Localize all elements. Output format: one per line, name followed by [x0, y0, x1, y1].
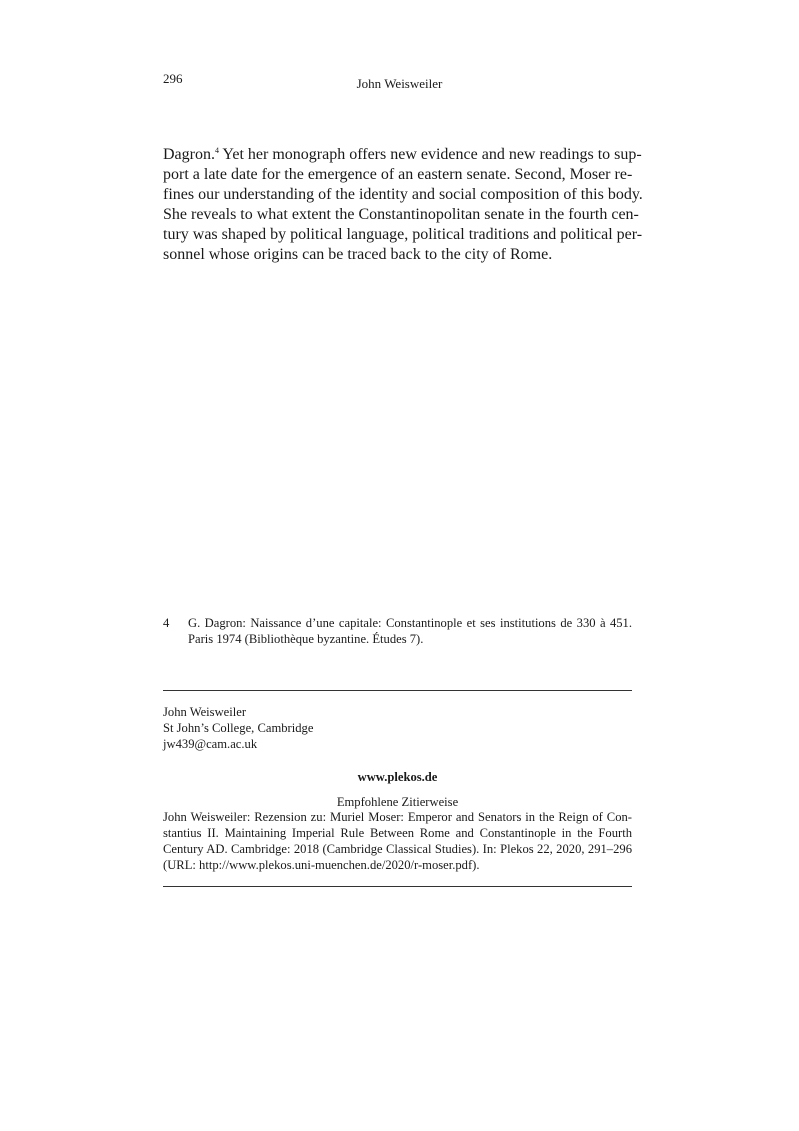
body-line-2: port a late date for the emergence of an eastern senate. Second, Moser re-: [163, 166, 633, 183]
body-line-6: sonnel whose origins can be traced back to the city of Rome.: [163, 246, 553, 263]
citation-line-3: Century AD. Cambridge: 2018 (Cambridge Classical Studies). In: Plekos 22, 2020, 291–296: [163, 842, 632, 856]
author-email[interactable]: jw439@cam.ac.uk: [163, 737, 258, 751]
body-line-5: tury was shaped by political language, political traditions and political per-: [163, 226, 643, 243]
body-line-1: [163, 146, 642, 164]
body-text: Yet her monograph offers new evidence and new readings to sup-: [218, 146, 642, 163]
footnote-line-2: Paris 1974 (Bibliothèque byzantine. Études 7).: [188, 632, 424, 646]
body-line-3: fines our understanding of the identity and social composition of this body.: [163, 186, 643, 203]
site-link[interactable]: www.plekos.de: [357, 770, 438, 784]
citation-line-4[interactable]: (URL: http://www.plekos.uni-muenchen.de/2020/r-moser.pdf).: [163, 858, 480, 872]
running-head: John Weisweiler: [356, 76, 443, 91]
citation-heading: Empfohlene Zitierweise: [336, 795, 459, 809]
body-line-4: She reveals to what extent the Constantinopolitan senate in the fourth cen-: [163, 206, 639, 223]
footnote-number: 4: [163, 616, 170, 630]
author-affiliation: St John’s College, Cambridge: [163, 721, 314, 735]
body-text: Dagron.: [163, 146, 215, 163]
divider: [163, 886, 632, 887]
page-number: 296: [163, 71, 183, 86]
footnote-reference[interactable]: 4: [214, 146, 219, 155]
footnote-line-1: G. Dagron: Naissance d’une capitale: Constantinople et ses institutions de 330 à 451.: [188, 616, 632, 630]
divider: [163, 690, 632, 691]
author-name: John Weisweiler: [163, 705, 247, 719]
citation-line-1: John Weisweiler: Rezension zu: Muriel Moser: Emperor and Senators in the Reign of Con-: [163, 810, 632, 824]
citation-line-2: stantius II. Maintaining Imperial Rule Between Rome and Constantinople in the Fourth: [163, 826, 632, 840]
